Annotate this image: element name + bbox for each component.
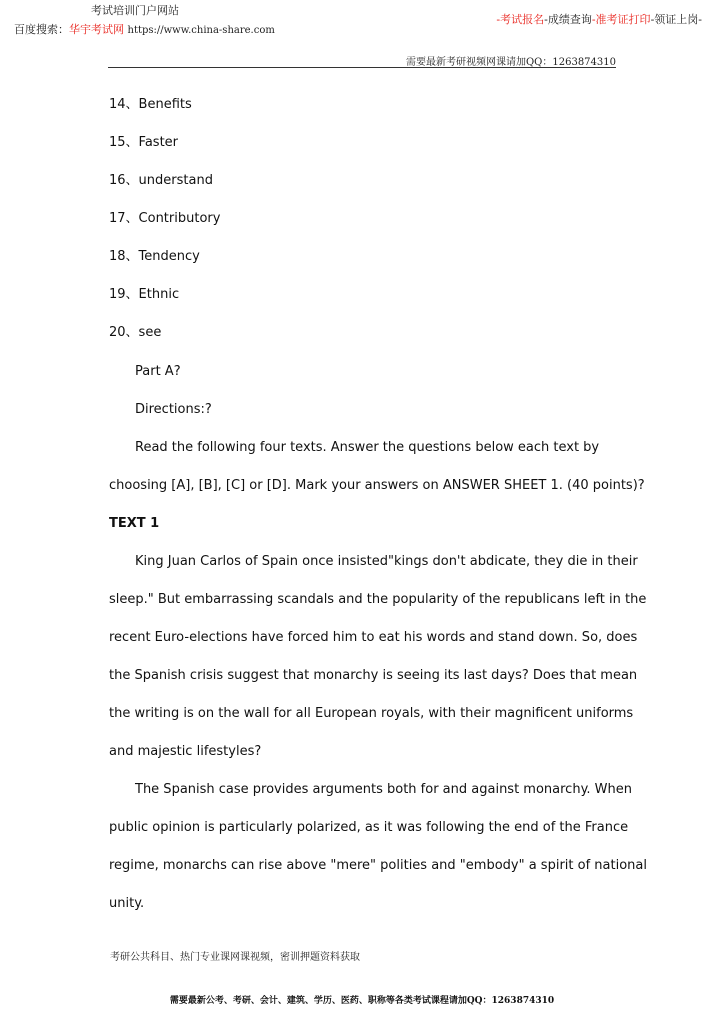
- paragraph-line: and majestic lifestyles?: [109, 744, 262, 759]
- paragraph-line: unity.: [109, 896, 145, 911]
- answer-item: 19、Ethnic: [109, 287, 180, 302]
- search-hint: [14, 21, 275, 37]
- text-heading: TEXT 1: [109, 516, 160, 531]
- paragraph-line: sleep." But embarrassing scandals and the popularity of the republicans left in the: [109, 592, 647, 607]
- paragraph-line: public opinion is particularly polarized, as it was following the end of the France: [109, 820, 629, 835]
- search-prefix: 百度搜索：: [14, 23, 69, 36]
- search-brand-link[interactable]: 华宇考试网: [69, 23, 124, 36]
- answer-item: 15、Faster: [109, 135, 179, 150]
- directions-label: Directions:?: [135, 402, 212, 417]
- link-certificate[interactable]: -领证上岗-: [650, 13, 702, 26]
- header-contact: 需要最新考研视频网课请加QQ：1263874310: [405, 57, 616, 68]
- answer-item: 17、Contributory: [109, 211, 221, 226]
- paragraph-line: the Spanish crisis suggest that monarchy is seeing its last days? Does that mean: [109, 668, 638, 683]
- footer-contact: 需要最新公考、考研、会计、建筑、学历、医药、职称等各类考试课程请加QQ：1263874310: [169, 996, 555, 1006]
- header-links: [496, 11, 702, 27]
- answer-item: 14、Benefits: [109, 97, 192, 112]
- paragraph-line: recent Euro-elections have forced him to eat his words and stand down. So, does: [109, 630, 638, 645]
- link-score-query[interactable]: -成绩查询: [544, 13, 592, 26]
- site-title: 考试培训门户网站: [91, 4, 179, 17]
- part-heading: Part A?: [135, 364, 181, 379]
- answer-item: 18、Tendency: [109, 249, 200, 264]
- link-admission-ticket[interactable]: -准考证打印: [591, 13, 651, 26]
- answer-item: 16、understand: [109, 173, 213, 188]
- header-divider: [108, 67, 616, 68]
- link-exam-registration[interactable]: -考试报名: [496, 13, 545, 26]
- directions-text: choosing [A], [B], [C] or [D]. Mark your answers on ANSWER SHEET 1. (40 points)?: [109, 478, 645, 493]
- paragraph-line: the writing is on the wall for all European royals, with their magnificent uniforms: [109, 706, 634, 721]
- directions-text: Read the following four texts. Answer the questions below each text by: [135, 440, 600, 455]
- site-url-link[interactable]: https://www.china-share.com: [127, 25, 275, 36]
- footer-promo: 考研公共科目、热门专业课网课视频，密训押题资料获取: [110, 952, 360, 963]
- paragraph-line: The Spanish case provides arguments both for and against monarchy. When: [135, 782, 633, 797]
- paragraph-line: regime, monarchs can rise above "mere" polities and "embody" a spirit of national: [109, 858, 647, 873]
- answer-item: 20、see: [109, 325, 162, 340]
- paragraph-line: King Juan Carlos of Spain once insisted"kings don't abdicate, they die in their: [135, 554, 638, 569]
